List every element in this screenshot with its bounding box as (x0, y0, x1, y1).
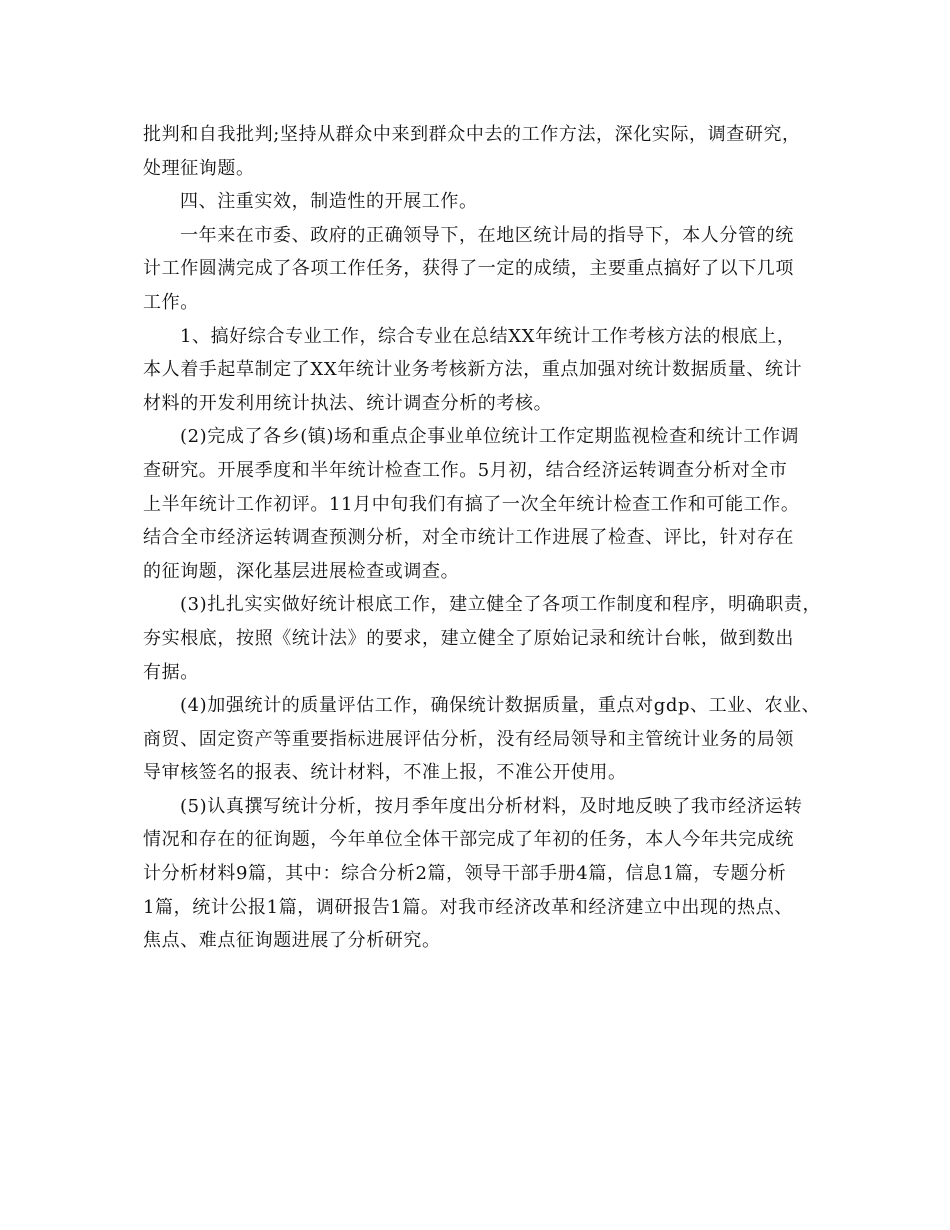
text-line: (4)加强统计的质量评估工作，确保统计数据质量，重点对gdp、工业、农业、 (180, 695, 821, 717)
text-line: 一年来在市委、政府的正确领导下，在地区统计局的指导下，本人分管的统 (180, 224, 794, 246)
text-line: 本人着手起草制定了XX年统计业务考核新方法，重点加强对统计数据质量、统计 (143, 359, 803, 381)
text-line: 工作。 (143, 291, 199, 313)
text-line: 情况和存在的征询题，今年单位全体干部完成了年初的任务，本人今年共完成统 (143, 829, 794, 851)
text-line: (5)认真撰写统计分析，按月季年度出分析材料，及时地反映了我市经济运转 (180, 795, 803, 817)
text-line: 有据。 (143, 661, 199, 683)
text-line: 商贸、固定资产等重要指标进展评估分析，没有经局领导和主管统计业务的局领 (143, 728, 794, 750)
document-body (143, 118, 823, 958)
text-line: 查研究。开展季度和半年统计检查工作。5月初，结合经济运转调查分析对全市 (143, 459, 788, 481)
text-line: 夯实根底，按照《统计法》的要求，建立健全了原始记录和统计台帐，做到数出 (143, 627, 794, 649)
section-heading: 四、注重实效，制造性的开展工作。 (180, 191, 478, 213)
text-line: 的征询题，深化基层进展检查或调查。 (143, 560, 460, 582)
text-line: (2)完成了各乡(镇)场和重点企事业单位统计工作定期监视检查和统计工作调 (180, 426, 800, 448)
text-line: 批判和自我批判;坚持从群众中来到群众中去的工作方法，深化实际，调查研究， (143, 124, 801, 145)
text-line: (3)扎扎实实做好统计根底工作，建立健全了各项工作制度和程序，明确职责， (180, 594, 822, 616)
text-line: 结合全市经济运转调查预测分析，对全市统计工作进展了检查、评比，针对存在 (143, 527, 794, 549)
text-line: 计工作圆满完成了各项工作任务，获得了一定的成绩，主要重点搞好了以下几项 (143, 258, 794, 280)
text-line: 1篇，统计公报1篇，调研报告1篇。对我市经济改革和经济建立中出现的热点、 (143, 896, 793, 918)
text-line: 上半年统计工作初评。11月中旬我们有搞了一次全年统计检查工作和可能工作。 (143, 493, 800, 515)
text-line: 导审核签名的报表、统计材料，不准上报，不准公开使用。 (143, 762, 627, 784)
text-line: 材料的开发利用统计执法、统计调查分析的考核。 (143, 392, 553, 414)
text-line: 处理征询题。 (143, 157, 255, 179)
text-line: 1、搞好综合专业工作，综合专业在总结XX年统计工作考核方法的根底上， (180, 325, 796, 347)
text-line: 焦点、难点征询题进展了分析研究。 (143, 930, 441, 952)
text-line: 计分析材料9篇，其中：综合分析2篇，领导干部手册4篇，信息1篇，专题分析 (143, 863, 787, 885)
